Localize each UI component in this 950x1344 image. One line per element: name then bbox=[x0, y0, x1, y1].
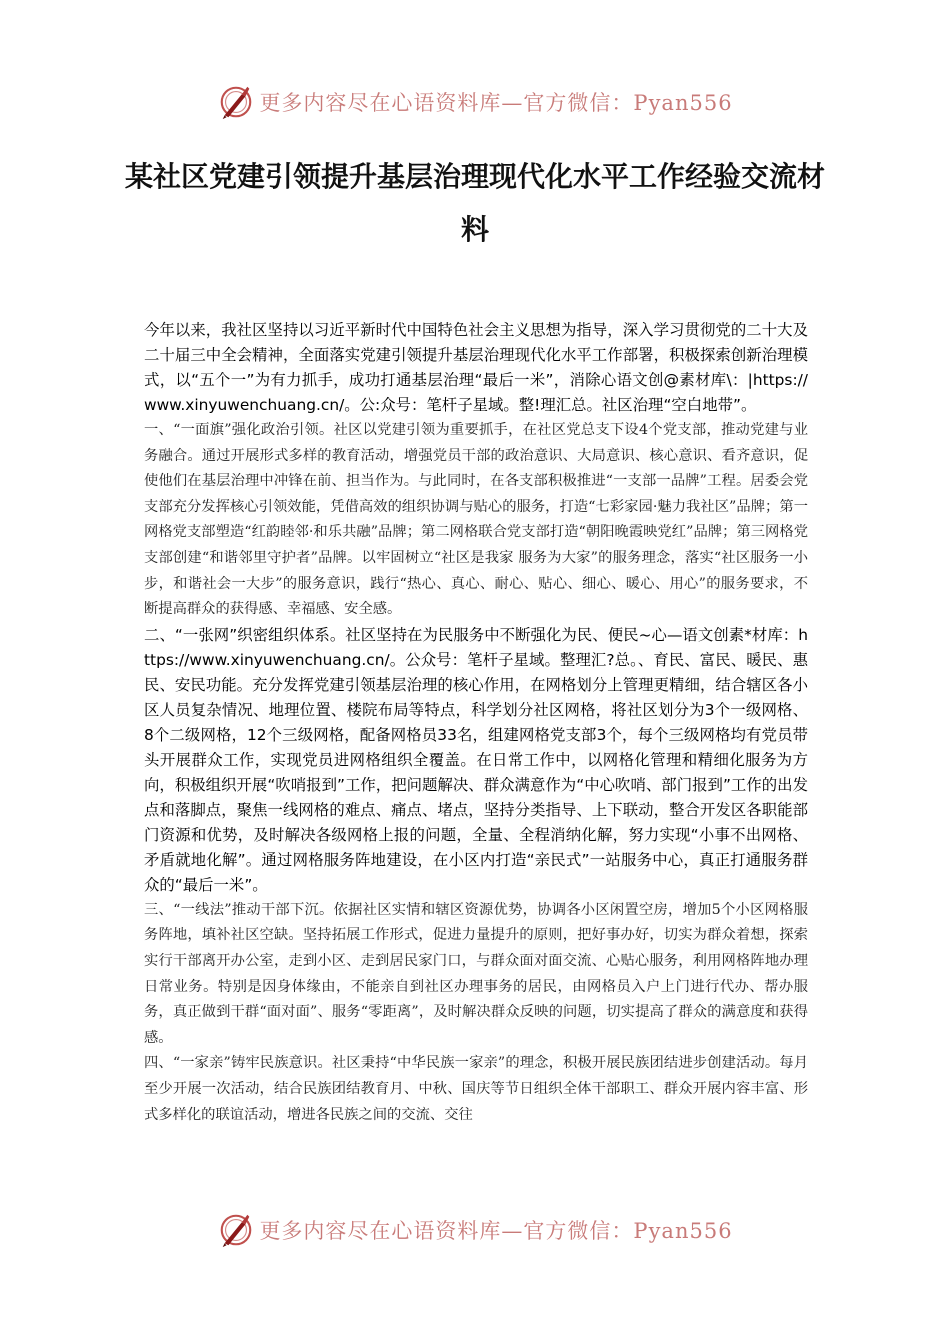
paragraph-section-1: 一、“一面旗”强化政治引领。社区以党建引领为重要抓手，在社区党总支下设4个党支部，推动党建与业务融合。通过开展形式多样的教育活动，增强党员干部的政治意识、大局意识、核心意识、看齐意识，促使他们在基层治理中冲锋在前、担当作为。与此同时，在各支部积极推进“一支部一品牌”工程。居委会党支部充分发挥核心引领效能，凭借高效的组织协调与贴心的服务，打造“七彩家园·魅力我社区”品牌；第一网格党支部塑造“红韵睦邻·和乐共融”品牌；第二网格联合党支部打造“朝阳晚霞映党红”品牌；第三网格党支部创建“和谐邻里守护者”品牌。以牢固树立“社区是我家 服务为大家”的服务理念，落实“社区服务一小步，和谐社会一大步”的服务意识，践行“热心、真心、耐心、贴心、细心、暖心、用心”的服务要求，不断提高群众的获得感、幸福感、安全感。 bbox=[144, 422, 808, 618]
pen-logo-icon bbox=[217, 83, 255, 121]
header-banner bbox=[0, 80, 950, 124]
document-body bbox=[144, 318, 808, 1128]
pen-logo-icon bbox=[217, 1211, 255, 1249]
document-title: 某社区党建引领提升基层治理现代化水平工作经验交流材料 bbox=[124, 160, 825, 246]
footer-banner-text: 更多内容尽在心语资料库—官方微信：Pyan556 bbox=[259, 1219, 733, 1243]
header-banner-text: 更多内容尽在心语资料库—官方微信：Pyan556 bbox=[259, 91, 733, 115]
paragraph-intro: 今年以来，我社区坚持以习近平新时代中国特色社会主义思想为指导，深入学习贯彻党的二十大及二十届三中全会精神，全面落实党建引领提升基层治理现代化水平工作部署，积极探索创新治理模式，以“五个一”为有力抓手，成功打通基层治理“最后一米”，消除心语文创@素材库\：|https://www.xinyuwenchuang.cn/。公:众号：笔杆子星域。整!理汇总。社区治理“空白地带”。 bbox=[144, 321, 808, 414]
paragraph-section-2: 二、“一张网”织密组织体系。社区坚持在为民服务中不断强化为民、便民~心—语文创素*材库：https://www.xinyuwenchuang.cn/。公众号：笔杆子星域。整理汇?总。、育民、富民、暖民、惠民、安民功能。充分发挥党建引领基层治理的核心作用，在网格划分上管理更精细，结合辖区各小区人员复杂情况、地理位置、楼院布局等特点，科学划分社区网格，将社区划分为3个一级网格、8个二级网格，12个三级网格，配备网格员33名，组建网格党支部3个，每个三级网格均有党员带头开展群众工作，实现党员进网格组织全覆盖。在日常工作中，以网格化管理和精细化服务为方向，积极组织开展“吹哨报到”工作，把问题解决、群众满意作为“中心吹哨、部门报到”工作的出发点和落脚点，聚焦一线网格的难点、痛点、堵点，坚持分类指导、上下联动，整合开发区各职能部门资源和优势，及时解决各级网格上报的问题，全量、全程消纳化解，努力实现“小事不出网格、矛盾就地化解”。通过网格服务阵地建设，在小区内打造“亲民式”一站服务中心，真正打通服务群众的“最后一米”。 bbox=[144, 625, 808, 894]
paragraph-section-4: 四、“一家亲”铸牢民族意识。社区秉持“中华民族一家亲”的理念，积极开展民族团结进步创建活动。每月至少开展一次活动，结合民族团结教育月、中秋、国庆等节日组织全体干部职工、群众开展内容丰富、形式多样化的联谊活动，增进各民族之间的交流、交往 bbox=[144, 1055, 808, 1123]
footer-banner bbox=[0, 1208, 950, 1252]
paragraph-section-3: 三、“一线法”推动干部下沉。依据社区实情和辖区资源优势，协调各小区闲置空房，增加5个小区网格服务阵地，填补社区空缺。坚持拓展工作形式，促进力量提升的原则，把好事办好，切实为群众着想，探索实行干部离开办公室，走到小区、走到居民家门口，与群众面对面交流、心贴心服务，利用网格阵地办理日常业务。特别是因身体缘由，不能亲自到社区办理事务的居民，由网格员入户上门进行代办、帮办服务，真正做到干群“面对面”、服务“零距离”，及时解决群众反映的问题，切实提高了群众的满意度和获得感。 bbox=[144, 901, 808, 1046]
